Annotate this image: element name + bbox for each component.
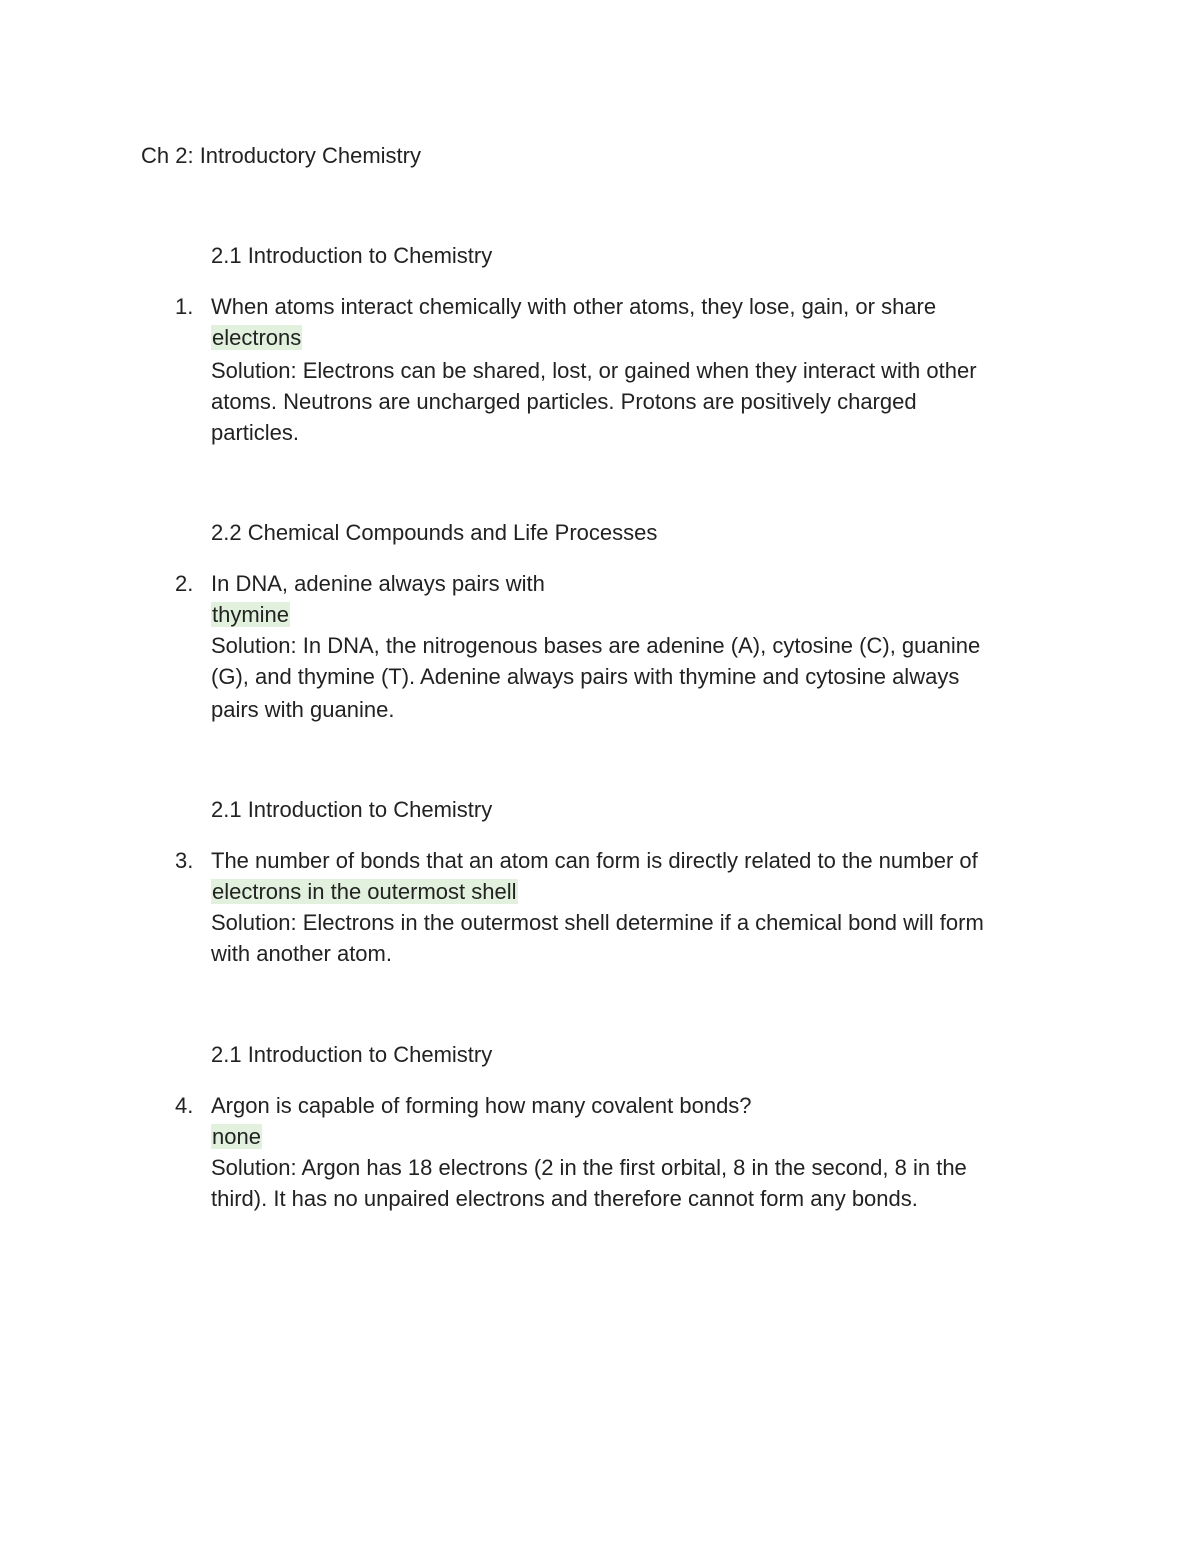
answer-line xyxy=(211,876,518,907)
answer-highlight: none xyxy=(212,1124,261,1149)
question-number: 1. xyxy=(175,294,194,319)
solution-line: Solution: In DNA, the nitrogenous bases are adenine (A), cytosine (C), guanine xyxy=(211,633,981,658)
solution-line: Solution: Electrons can be shared, lost, or gained when they interact with other xyxy=(211,358,977,383)
solution-line: atoms. Neutrons are uncharged particles. Protons are positively charged xyxy=(211,389,917,414)
section-heading: 2.1 Introduction to Chemistry xyxy=(211,1042,493,1067)
question-number: 2. xyxy=(175,571,194,596)
question-text: Argon is capable of forming how many covalent bonds? xyxy=(211,1093,752,1118)
question-text: When atoms interact chemically with other atoms, they lose, gain, or share xyxy=(211,294,937,319)
answer-line xyxy=(211,1121,262,1152)
section-heading: 2.1 Introduction to Chemistry xyxy=(211,243,493,268)
solution-line: third). It has no unpaired electrons and therefore cannot form any bonds. xyxy=(211,1186,918,1211)
answer-line xyxy=(211,599,290,630)
answer-line xyxy=(211,322,302,353)
question-number: 3. xyxy=(175,848,194,873)
solution-line: Solution: Electrons in the outermost shell determine if a chemical bond will form xyxy=(211,910,984,935)
solution-line: (G), and thymine (T). Adenine always pairs with thymine and cytosine always xyxy=(211,664,960,689)
solution-line: pairs with guanine. xyxy=(211,697,395,722)
question-text: In DNA, adenine always pairs with xyxy=(211,571,545,596)
answer-highlight: electrons in the outermost shell xyxy=(212,879,517,904)
question-number: 4. xyxy=(175,1093,194,1118)
solution-line: with another atom. xyxy=(211,941,392,966)
document-title: Ch 2: Introductory Chemistry xyxy=(141,143,421,168)
answer-highlight: thymine xyxy=(212,602,290,627)
section-heading: 2.1 Introduction to Chemistry xyxy=(211,797,493,822)
answer-highlight: electrons xyxy=(212,325,302,350)
solution-line: particles. xyxy=(211,420,300,445)
question-text: The number of bonds that an atom can form is directly related to the number of xyxy=(211,848,978,873)
section-heading: 2.2 Chemical Compounds and Life Processes xyxy=(211,520,658,545)
solution-line: Solution: Argon has 18 electrons (2 in the first orbital, 8 in the second, 8 in the xyxy=(211,1155,967,1180)
